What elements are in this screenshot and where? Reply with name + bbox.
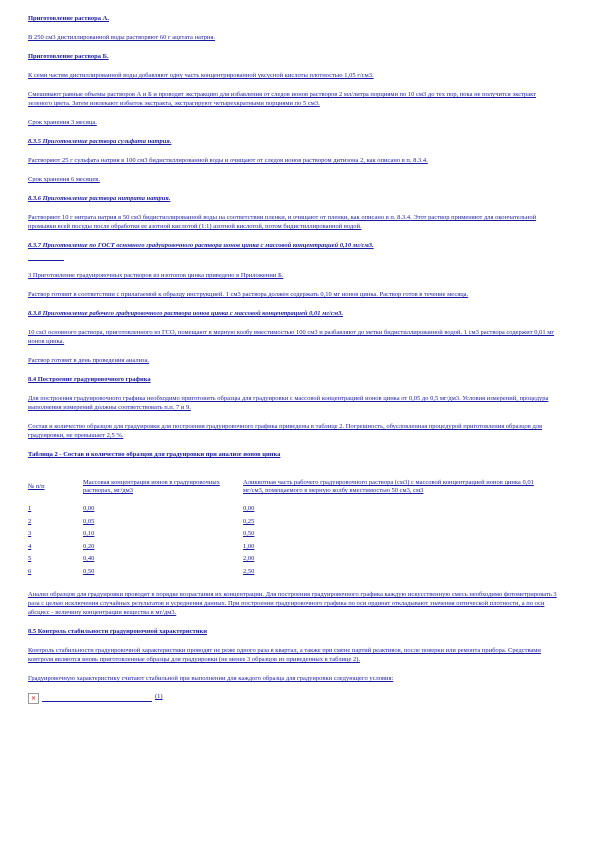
table-cell-aliquot: 0,50: [243, 530, 255, 537]
table-cell-number: 3: [28, 530, 32, 537]
table-header-aliquot: Аликвотная часть рабочего градуировочного раствора (см3) с массовой концентрацией ионов цинка 0,01 мг/см3, помещаемого в мерную колбу вместимостью 50 см3, см3: [243, 479, 534, 494]
paragraph[interactable]: Растворяют 10 г нитрата натрия в 50 см3 бидистиллированной воды на соответствии пленки, и очищают от пленки, как описано в п. 8.3.4. Этот раствор применяют для окончательной промывки всей посуды после обработки ее азотной кислотой (1:1) азотной кислотой, потом бидистиллированной водой.: [28, 214, 537, 230]
paragraph[interactable]: Градуировочную характеристику считают стабильной при выполнении для каждого образца для градуировки следующего условия:: [28, 675, 394, 682]
paragraph[interactable]: Анализ образцов для градуировки проводят в порядке возрастания их концентрации. Для построения градуировочного графика каждую искусственную смесь необходимо фотометрировать 3 раза с целью исключения случайных результатов и усреднения данных. При построении градуировочного графика по оси ординат откладывают значения оптической плотности, а по оси абсцисс - величину концентрации вещества в мг/дм3.: [28, 591, 557, 616]
table-cell-concentration: 0,10: [83, 530, 95, 537]
paragraph[interactable]: Срок хранения 6 месяцев.: [28, 176, 100, 183]
table-row: [28, 518, 543, 531]
table-cell-concentration: 0,40: [83, 555, 95, 562]
table-cell-aliquot: 2,00: [243, 555, 255, 562]
section-heading[interactable]: 8.3.6 Приготовление раствора нитрата натрия.: [28, 195, 171, 202]
section-calibration: [28, 271, 558, 459]
table-cell-number: 2: [28, 517, 32, 525]
table-row: [28, 568, 543, 581]
paragraph[interactable]: Для построения градуировочного графика необходимо приготовить образцы для градуировки с массовой концентрацией ионов цинка от 0,05 до 0,5 мг/дм3. Условия измерений, процедура выполнения измерений должны соответствовать п.п. 7 и 9.: [28, 395, 549, 411]
paragraph[interactable]: 3 Приготовление градуировочных растворов из изотопов цинка приведено в Приложении Б.: [28, 272, 284, 279]
footnote-separator: [28, 260, 64, 261]
paragraph[interactable]: 10 см3 основного раствора, приготовленного из ГСО, помещают в мерную колбу вместимостью 100 см3 и разбавляют до метки бидистиллированной водой. 1 см3 раствора содержит 0,01 мг ионов цинка.: [28, 329, 555, 345]
paragraph[interactable]: В 250 см3 дистиллированной воды растворяют 60 г ацетата натрия.: [28, 34, 216, 41]
paragraph[interactable]: Срок хранения 3 месяца.: [28, 119, 97, 126]
section-heading[interactable]: Таблица 2 - Состав и количество образцов для градуировки при анализе ионов цинка: [28, 451, 281, 458]
section-stability: [28, 590, 558, 683]
formula-number: (1): [155, 693, 163, 700]
formula-placeholder: [42, 693, 152, 702]
table-header-row: [28, 469, 543, 505]
table-row: [28, 505, 543, 518]
table-cell-concentration: 0,20: [83, 542, 95, 550]
paragraph[interactable]: К семи частям дистиллированной воды добавляют одну часть концентрированной уксусной кислоты плотностью 1,05 г/см3.: [28, 72, 374, 79]
table-cell-concentration: 0,00: [83, 505, 95, 512]
table-cell-number: 4: [28, 542, 32, 550]
table-cell-number: 5: [28, 555, 32, 562]
paragraph[interactable]: Контроль стабильности градуировочной характеристики проводят не реже одного раза в квартал, а также при смене партий реактивов, после поверки или ремонта прибора. Средствами контроля являются вновь приготовленные образцы для градуировки (не менее 3 образцов из приведенных в таблице 2).: [28, 647, 541, 663]
table-cell-number: 1: [28, 505, 32, 512]
table-row: [28, 543, 543, 556]
section-reagents: [28, 14, 558, 250]
section-heading[interactable]: Приготовление раствора Б.: [28, 53, 109, 60]
paragraph[interactable]: Растворяют 25 г сульфата натрия в 100 см3 бидистиллированной воды и очищают от следов ионов раствором дитизона 2, как описано в п. 8.3.4.: [28, 157, 428, 164]
paragraph[interactable]: Смешивают равные объемы растворов А и Б и проводят экстракцию для избавления от следов ионов растворов 2 мл/литра порциями по 10 см3 до тех пор, пока не получится экстракт зеленого цвета. Затем извлекают избыток экстракта, экстрагируют четырехкратными порциями по 5 см3.: [28, 91, 537, 107]
table-cell-aliquot: 2,50: [243, 567, 255, 575]
broken-image-icon: ×: [28, 693, 39, 704]
table-cell-number: 6: [28, 567, 32, 575]
paragraph[interactable]: Раствор готовят в соответствии с прилагаемой к образцу инструкцией. 1 см3 раствора должен содержать 0,10 мг ионов цинка. Раствор готов в течение месяца.: [28, 291, 469, 298]
table-row: [28, 555, 543, 568]
table-header-number: № п/п: [28, 483, 45, 490]
table-cell-concentration: 0,05: [83, 517, 95, 525]
section-heading[interactable]: Приготовление раствора А.: [28, 15, 109, 22]
section-heading[interactable]: 8.5 Контроль стабильности градуировочной характеристики: [28, 628, 207, 635]
table-cell-aliquot: 1,00: [243, 542, 255, 550]
formula-line: [28, 693, 558, 704]
document-page: [28, 14, 558, 704]
table-header-concentration: Массовая концентрация ионов в градуировочных растворах, мг/дм3: [83, 479, 220, 494]
table-cell-aliquot: 0,25: [243, 517, 255, 525]
section-heading[interactable]: 8.4 Построение градуировочного графика: [28, 376, 151, 383]
table-cell-concentration: 0,50: [83, 567, 95, 575]
section-heading[interactable]: 8.3.5 Приготовление раствора сульфата натрия.: [28, 138, 172, 145]
table-row: [28, 530, 543, 543]
table-cell-aliquot: 0,00: [243, 505, 255, 512]
calibration-table: [28, 469, 543, 580]
paragraph[interactable]: Раствор готовят в день проведения анализа.: [28, 357, 150, 364]
section-heading[interactable]: 8.3.7 Приготовление по ГОСТ основного градуировочного раствора ионов цинка с массовой концентрацией 0,10 мг/см3.: [28, 242, 374, 249]
section-heading[interactable]: 8.3.8 Приготовление рабочего градуировочного раствора ионов цинка с массовой концентрацией 0,01 мг/см3.: [28, 310, 343, 317]
paragraph[interactable]: Состав и количество образцов для градуировки для построения градуировочного графика приведены в таблице 2. Погрешность, обусловленная процедурой приготовления образцов для градуировки, не превышает 2,5 %.: [28, 423, 543, 439]
